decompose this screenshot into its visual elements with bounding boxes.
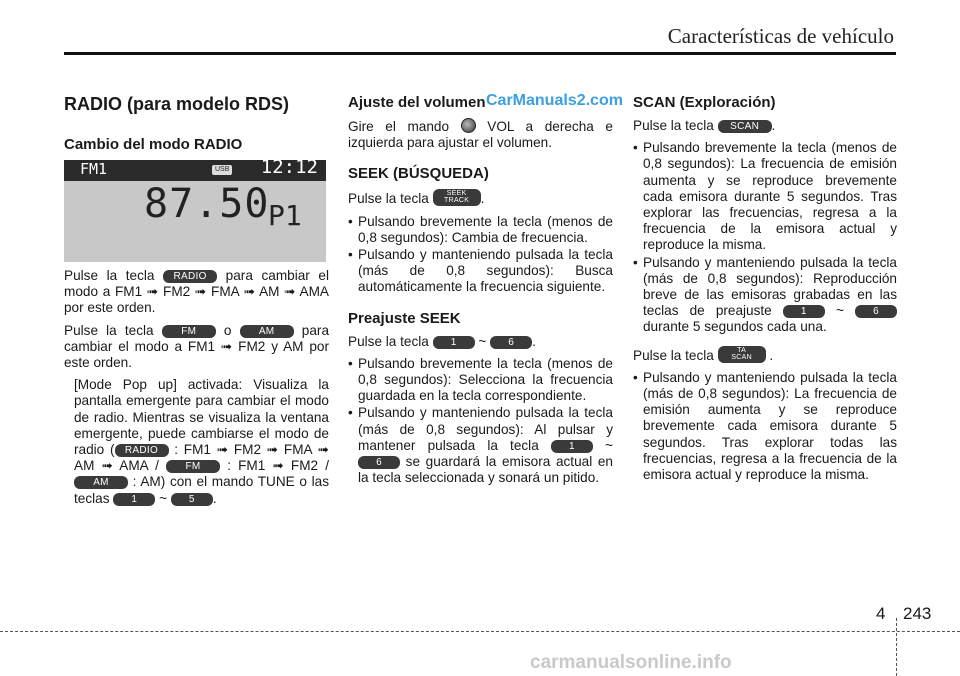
paragraph-scan-key <box>633 118 897 134</box>
text: Pulse la tecla <box>348 191 429 207</box>
header-rule <box>64 52 896 55</box>
tilde: ~ <box>478 333 487 349</box>
seek-label: SEEK <box>446 190 467 198</box>
paragraph-seek-key <box>348 189 613 207</box>
list-item: • Pulsando brevemente la tecla (menos de 0,8 segundos): Selecciona la frecuencia guardada en la tecla correspondiente. <box>348 356 613 405</box>
am-key-icon: AM <box>74 476 128 489</box>
display-usb-badge: USB <box>212 165 232 175</box>
page-number: 243 <box>903 604 932 623</box>
paragraph-volume <box>348 118 613 151</box>
text: [Mode Pop up] activada: Visualiza la pantalla emergente para cambiar el modo de radio. Mientras se visualiza la ventana emergente, puede cambiarse el modo de radio ( <box>74 377 329 458</box>
display-band: FM1 <box>80 160 108 178</box>
preset-6-key-icon: 6 <box>358 456 400 469</box>
preset-seek-title: Preajuste SEEK <box>348 309 461 327</box>
text: Pulsando y manteniendo pulsada la tecla (más de 0,8 segundos): Reproducción breve de las emisoras grabadas en las teclas de preajuste <box>643 254 897 319</box>
radio-display-image <box>64 156 326 262</box>
column-3 <box>633 88 897 491</box>
text: VOL a derecha e izquierda para ajustar el volumen. <box>348 119 613 151</box>
text: Pulse la tecla <box>348 333 429 349</box>
am-key-icon: AM <box>240 325 294 338</box>
radio-key-icon: RADIO <box>163 270 217 283</box>
text: o <box>223 322 232 338</box>
text: : AM) con el mando TUNE o las teclas <box>74 474 330 506</box>
text: . <box>771 118 776 133</box>
text: . <box>532 333 536 349</box>
volume-title: Ajuste del volumen <box>348 94 486 111</box>
text: Pulse la tecla <box>64 322 154 338</box>
seek-list <box>348 214 613 296</box>
tilde: ~ <box>835 303 844 319</box>
section-title: RADIO (para modelo RDS) <box>64 94 290 114</box>
volume-knob-icon <box>461 118 476 133</box>
header-title: Características de vehículo <box>667 24 894 48</box>
preset-1-key-icon: 1 <box>783 305 825 318</box>
footer-rule <box>0 631 960 632</box>
text: . <box>480 191 485 207</box>
text: : FM1 ➟ FM2 ➟ FMA ➟ AM ➟ AMA / <box>74 442 329 474</box>
paragraph-radio-key <box>64 268 329 317</box>
text: se guardará la emisora actual en la tecla seleccionada y sonará un pitido. <box>358 454 613 486</box>
ta-scan-key-icon <box>718 346 766 363</box>
tilde: ~ <box>159 490 168 506</box>
scan-key-icon: SCAN <box>718 120 772 133</box>
text: durante 5 segundos cada una. <box>643 319 827 335</box>
preset-6-key-icon: 6 <box>855 305 897 318</box>
seek-track-key-icon <box>433 189 481 206</box>
list-item: • Pulsando y manteniendo pulsada la tecla (más de 0,8 segundos): Busca automáticamente la frecuencia siguiente. <box>348 247 613 296</box>
text: para cambiar el modo a FM1 ➟ FM2 ➟ FMA ➟ AM ➟ AMA por este orden. <box>64 268 329 316</box>
column-1 <box>64 88 329 507</box>
paragraph-fm-am-key <box>64 323 329 372</box>
preset-6-key-icon: 6 <box>490 336 532 349</box>
preset-5-key-icon: 5 <box>171 493 213 506</box>
text: Pulse la tecla <box>64 268 155 283</box>
chapter-number: 4 <box>876 604 886 623</box>
scan-list <box>633 140 897 335</box>
tilde: ~ <box>605 437 613 453</box>
fm-key-icon: FM <box>166 460 220 473</box>
watermark-top: CarManuals2.com <box>486 92 623 109</box>
text: Gire el mando <box>348 119 450 134</box>
seek-title: SEEK (BÚSQUEDA) <box>348 165 489 183</box>
preset-1-key-icon: 1 <box>551 440 593 453</box>
text: . <box>212 490 217 506</box>
display-preset: P1 <box>268 199 302 232</box>
text: Pulse la tecla <box>633 347 714 363</box>
list-item: • Pulsando y manteniendo pulsada la tecla (más de 0,8 segundos): La frecuencia de emisión aumenta y se reproduce brevemente cada emisora durante 5 segundos. Tras explorar todas las frecuencias, regresa a la frecuencia de la emisora actual y reproduce la misma. <box>633 370 897 483</box>
ta-list <box>633 370 897 483</box>
preset-1-key-icon: 1 <box>433 336 475 349</box>
text: para cambiar el modo a FM1 ➟ FM2 y AM por este orden. <box>64 322 330 371</box>
watermark-bottom: carmanualsonline.info <box>530 652 732 673</box>
preset-list <box>348 356 613 487</box>
list-item: • Pulsando brevemente la tecla (menos de 0,8 segundos): Cambia de frecuencia. <box>348 214 613 246</box>
paragraph-ta-key <box>633 346 897 364</box>
radio-key-icon: RADIO <box>115 444 169 457</box>
paragraph-preset-key <box>348 334 613 350</box>
list-item <box>348 405 613 486</box>
ta-label: TA <box>737 346 747 354</box>
column-2 <box>348 88 613 494</box>
display-time: 12:12 <box>260 156 318 178</box>
list-item <box>633 255 897 336</box>
scan-label: SCAN <box>731 353 752 361</box>
display-frequency: 87.50 <box>144 181 270 227</box>
text: : FM1 ➟ FM2 / <box>227 458 330 474</box>
text: Pulsando y manteniendo pulsada la tecla (más de 0,8 segundos): Al pulsar y mantener pulsada la tecla <box>358 405 613 453</box>
paragraph-mode-popup <box>64 377 329 507</box>
track-label: TRACK <box>444 197 470 205</box>
text: Pulse la tecla <box>633 118 714 133</box>
fm-key-icon: FM <box>162 325 216 338</box>
radio-mode-subtitle: Cambio del modo RADIO <box>64 136 243 153</box>
text: . <box>769 347 774 363</box>
footer-divider <box>896 618 898 676</box>
scan-title: SCAN (Exploración) <box>633 94 776 111</box>
list-item: • Pulsando brevemente la tecla (menos de 0,8 segundos): La frecuencia de emisión aumenta y se reproduce brevemente cada emisora durante 5 segundos. Tras explorar las frecuencias, regresa a la frecuencia de la emisora actual y reproduce la misma. <box>633 140 897 253</box>
preset-1-key-icon: 1 <box>113 493 155 506</box>
